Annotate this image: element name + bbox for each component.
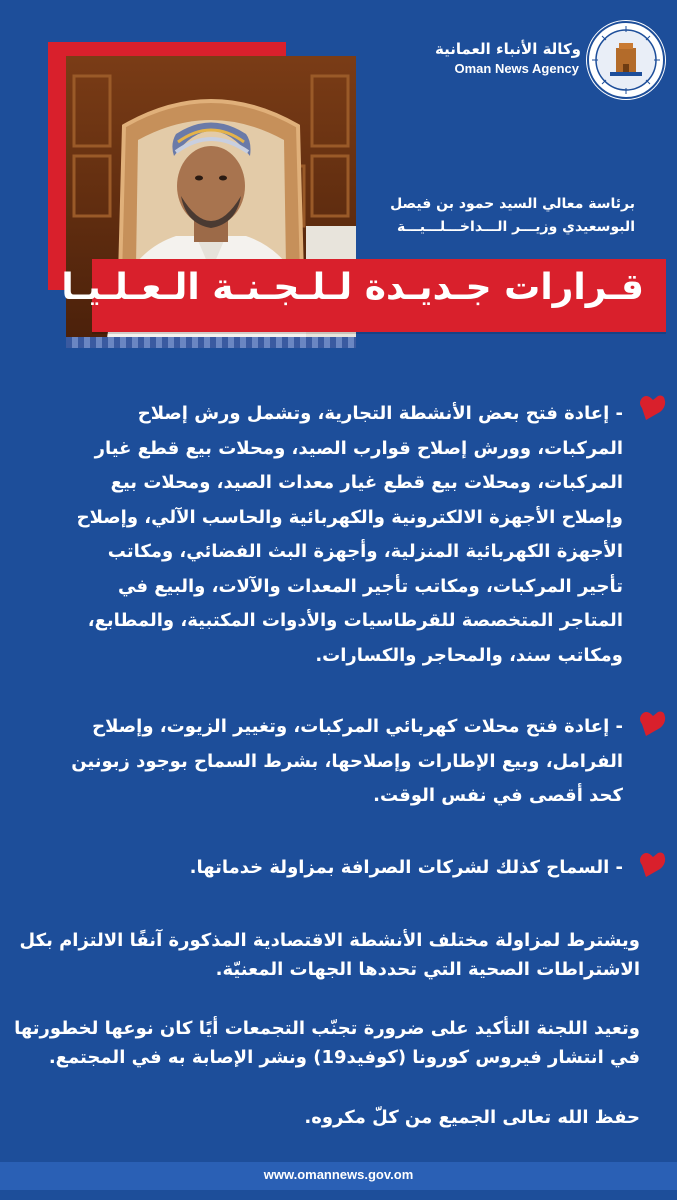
bullet-1-line-6: تأجير المركبات، ومكاتب تأجير المعدات والآلات، والبيع في <box>117 575 623 597</box>
bullet-1-line-1: - إعادة فتح بعض الأنشطة التجارية، وتشمل ورش إصلاح <box>137 403 623 424</box>
bullet-item-1 <box>40 397 623 673</box>
bullet-2-line-2: الفرامل، وبيع الإطارات وإصلاحها، بشرط السماح بوجود زبونين <box>71 750 623 772</box>
bullet-2-line-3: كحد أقصى في نفس الوقت. <box>373 785 623 806</box>
bullet-1-line-2: المركبات، وورش إصلاح قوارب الصيد، ومحلات بيع قطع غيار <box>94 437 623 459</box>
agency-name-arabic: وكالة الأنباء العمانية <box>434 40 581 58</box>
warning-line-2: في انتشار فيروس كورونا (كوفيد19) ونشر الإصابة به في المجتمع. <box>48 1047 640 1068</box>
bullet-1-line-7: المتاجر المتخصصة للقرطاسيات والأدوات المكتبية، والمطابع، <box>87 610 623 631</box>
red-heart-icon <box>638 711 666 737</box>
agency-name-english: Oman News Agency <box>454 61 579 76</box>
subtitle-line-2: البوسعيدي وزيـــر الـــداخـــلـــيـــة <box>396 219 635 235</box>
warning-line-1: وتعيد اللجنة التأكيد على ضرورة تجنّب التجمعات أيًا كان نوعها لخطورتها <box>14 1018 640 1039</box>
bullet-item-2 <box>40 710 623 814</box>
bullet-1-line-8: ومكاتب سند، والمحاجر والكسارات. <box>315 644 623 666</box>
conditions-paragraph <box>19 926 640 984</box>
closing-line-1: حفظ الله تعالى الجميع من كلّ مكروه. <box>304 1107 640 1128</box>
closing-paragraph <box>40 1103 640 1132</box>
bullet-1-line-4: وإصلاح الأجهزة الالكترونية والكهربائية والحاسب الآلي، وإصلاح <box>76 506 623 528</box>
red-heart-icon <box>638 852 666 878</box>
bullet-1-line-5: الأجهزة الكهربائية المنزلية، وأجهزة البث الفضائي، ومكاتب <box>107 541 623 562</box>
warning-paragraph <box>14 1014 640 1072</box>
subtitle-line-1: برئاسة معالي السيد حمود بن فيصل <box>390 196 635 212</box>
bullet-1-line-3: المركبات، ومحلات بيع قطع غيار معدات الصيد، ومحلات بيع <box>110 472 623 493</box>
conditions-line-2: الاشتراطات الصحية التي تحددها الجهات المعنيّة. <box>215 959 640 980</box>
agency-logo-icon <box>586 20 666 100</box>
red-heart-icon <box>638 395 666 421</box>
photo-bottom-strip <box>66 337 356 348</box>
conditions-line-1: ويشترط لمزاولة مختلف الأنشطة الاقتصادية المذكورة آنفًا الالتزام بكل <box>19 930 640 951</box>
bullet-3-line-1: - السماح كذلك لشركات الصرافة بمزاولة خدماتها. <box>189 857 623 878</box>
bullet-2-line-1: - إعادة فتح محلات كهربائي المركبات، وتغيير الزيوت، وإصلاح <box>92 716 623 737</box>
bullet-item-3 <box>40 851 623 886</box>
page-title: قـرارات جـديـدة لـلـجـنـة الـعـلـيـا <box>61 267 644 308</box>
title-banner <box>61 259 666 332</box>
footer-url-link[interactable]: www.omannews.gov.om <box>263 1167 414 1182</box>
